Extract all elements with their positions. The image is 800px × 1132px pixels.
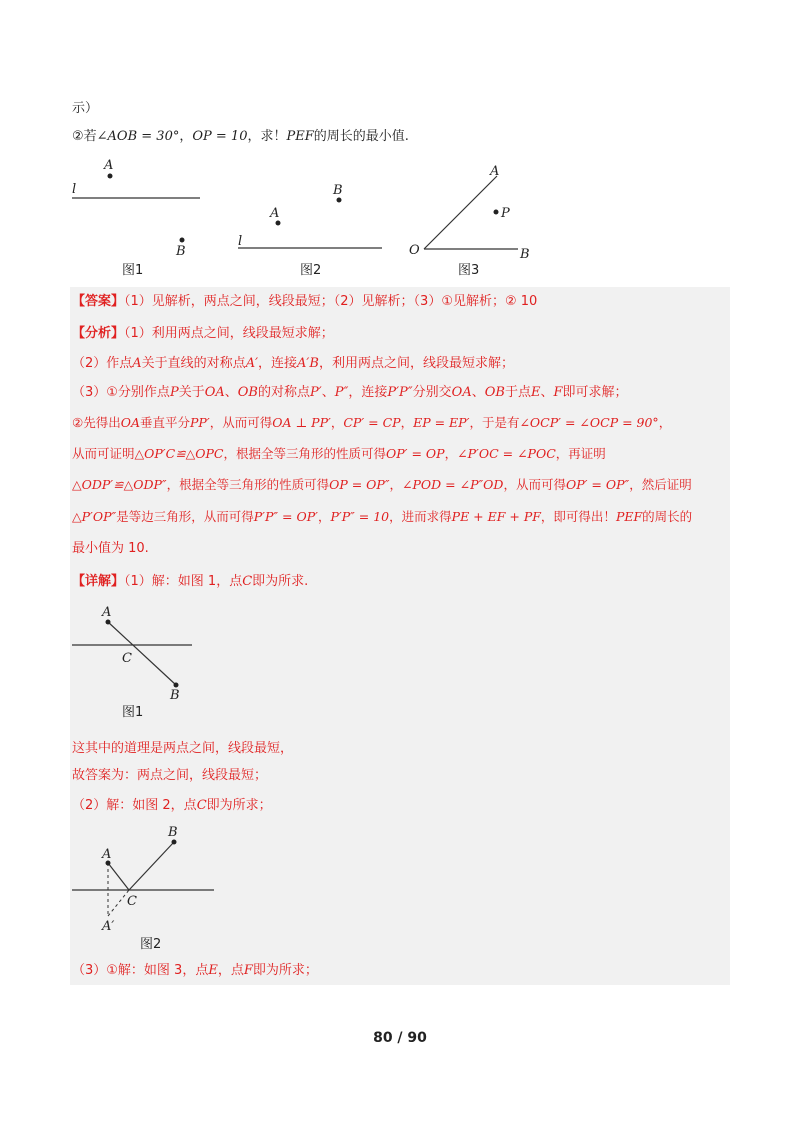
analysis-line-1: 【分析】（1）利用两点之间，线段最短求解；: [72, 326, 334, 341]
figure-1-solution: [70, 600, 210, 725]
analysis-line-3: （3）①分别作点P关于OA、OB的对称点P′、P″，连接P′P″分别交OA、OB于点E、F即可求解；: [72, 385, 628, 400]
label-a: A: [102, 605, 112, 620]
label-a: A: [104, 158, 114, 173]
label-p: P: [501, 206, 510, 221]
point-b: [180, 238, 185, 243]
label-b: B: [170, 688, 180, 703]
analysis-line-2: （2）作点A关于直线的对称点A′，连接A′B，利用两点之间，线段最短求解；: [72, 356, 514, 371]
label-l: l: [72, 182, 77, 197]
figure-caption: 图1: [122, 705, 144, 720]
point-b: [172, 840, 177, 845]
point-b: [337, 198, 342, 203]
analysis-line-5: 从而可证明△OP′C≌△OPC，根据全等三角形的性质可得OP′ = OP，∠P′OC = ∠POC，再证明: [72, 446, 606, 461]
analysis-line-6: △ODP′≌△ODP″，根据全等三角形的性质可得OP = OP″，∠POD = ∠P″OD，从而可得OP′ = OP″，然后证明: [72, 477, 692, 492]
label-a: A: [490, 164, 500, 179]
detail-reason: 这其中的道理是两点之间，线段最短，: [72, 741, 294, 756]
figure-caption: 图2: [140, 937, 162, 952]
label-a-prime: A′: [102, 919, 115, 934]
detail-line-2: （2）解：如图 2，点C即为所求；: [72, 798, 272, 813]
point-a: [106, 620, 111, 625]
label-c: C: [122, 651, 132, 666]
label-a: A: [102, 847, 112, 862]
detail-line-3: （3）①解：如图 3，点E，点F即为所求；: [72, 963, 318, 978]
figure-caption: 图2: [300, 263, 322, 278]
figure-caption: 图1: [122, 263, 144, 278]
point-b: [174, 683, 179, 688]
label-b: B: [333, 183, 343, 198]
analysis-line-7: △P′OP″是等边三角形，从而可得P′P″ = OP′，P′P″ = 10，进而求得PE + EF + PF，即可得出！PEF的周长的: [72, 509, 693, 524]
point-a: [108, 174, 113, 179]
text-line: 示）: [72, 101, 99, 116]
figure-2-question: [230, 175, 390, 280]
figure-1-question: [60, 155, 220, 280]
answer-line: 【答案】（1）见解析，两点之间，线段最短；（2）见解析；（3）①见解析；② 10: [72, 294, 538, 309]
question-line: ②若∠AOB = 30°，OP = 10，求！PEF的周长的最小值.: [72, 129, 409, 144]
label-l: l: [238, 234, 243, 249]
label-b: B: [520, 247, 530, 262]
point-p: [494, 210, 499, 215]
point-a: [276, 221, 281, 226]
page-number: 80 / 90: [373, 1030, 427, 1046]
analysis-line-4: ②先得出OA垂直平分PP′，从而可得OA ⊥ PP′，CP′ = CP，EP = EP′，于是有∠OCP′ = ∠OCP = 90°，: [72, 415, 672, 430]
detail-line-1: 【详解】（1）解：如图 1，点C即为所求.: [72, 574, 309, 589]
analysis-line-8: 最小值为 10.: [72, 541, 149, 556]
label-b: B: [176, 244, 186, 259]
label-a: A: [270, 206, 280, 221]
label-o: O: [409, 243, 420, 258]
figure-3-question: [400, 155, 540, 280]
label-b: B: [168, 825, 178, 840]
figure-caption: 图3: [458, 263, 480, 278]
detail-answer-1: 故答案为：两点之间，线段最短；: [72, 768, 268, 783]
figure-2-solution: [70, 822, 230, 957]
label-c: C: [127, 894, 137, 909]
